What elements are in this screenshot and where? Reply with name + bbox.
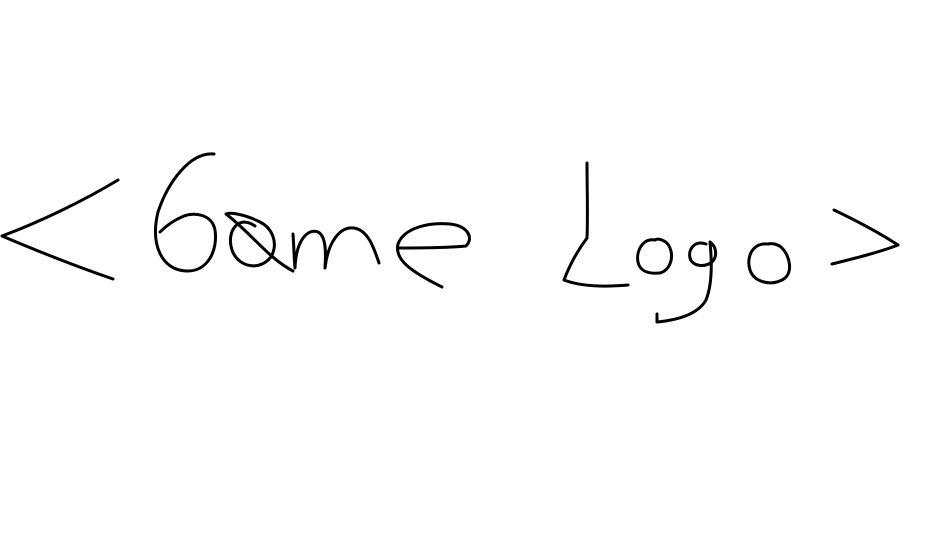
letter-g-lower [657, 242, 716, 322]
letter-a [226, 213, 293, 271]
letter-e [397, 224, 469, 287]
letter-l [564, 163, 628, 286]
right-angle-bracket [832, 210, 898, 264]
left-angle-bracket [2, 180, 118, 279]
letter-m [293, 228, 379, 268]
letter-o-second [749, 244, 790, 283]
letter-g [156, 154, 216, 271]
letter-o-first [638, 239, 672, 273]
